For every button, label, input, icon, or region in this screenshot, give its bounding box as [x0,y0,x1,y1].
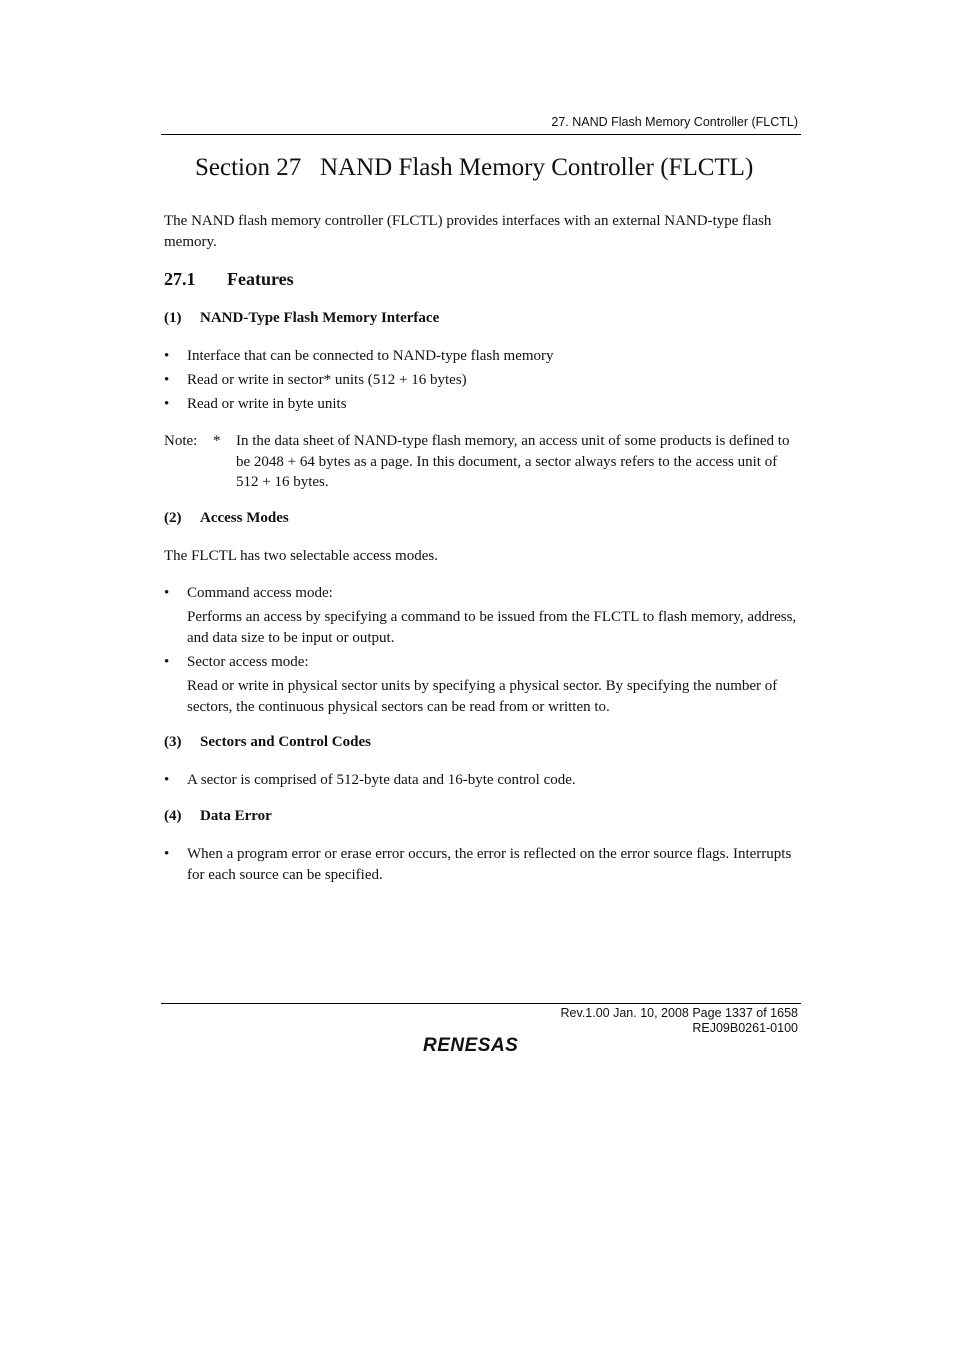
subheading-2-title: Access Modes [200,510,289,526]
bullet-icon: • [164,772,170,788]
subheading-4-title: Data Error [200,808,272,824]
running-header: 27. NAND Flash Memory Controller (FLCTL) [551,115,798,129]
list-item [164,583,800,649]
subheading-2 [164,510,289,527]
features-number: 27.1 [164,269,196,289]
list-item-text: Interface that can be connected to NAND-type flash memory [187,348,554,364]
subheading-1 [164,310,439,327]
list-item [164,652,800,718]
mode-title: Command access mode: [187,585,333,601]
subheading-1-number: (1) [164,310,182,326]
subheading-3-title: Sectors and Control Codes [200,734,371,750]
subheading-3 [164,734,371,751]
list-item-text: When a program error or erase error occurs, the error is reflected on the error source flags. Interrupts for each source can be specified. [187,846,792,883]
features-heading [164,269,294,290]
header-rule [161,134,801,135]
footer-doc-code: REJ09B0261-0100 [692,1021,798,1035]
list-item-text: Read or write in sector* units (512 + 16 bytes) [187,372,467,388]
note-asterisk: * [213,433,221,449]
mode-description: Performs an access by specifying a command to be issued from the FLCTL to flash memory, address, and data size to be input or output. [187,609,797,646]
list-item [164,394,800,415]
footnote [164,431,800,493]
renesas-logo-icon [421,1034,541,1054]
mode-title: Sector access mode: [187,654,309,670]
bullet-icon: • [164,372,170,388]
subheading-2-number: (2) [164,510,182,526]
note-text: In the data sheet of NAND-type flash memory, an access unit of some products is defined to be 2048 + 64 bytes as a page. In this document, a sector always refers to the access unit of 512 + 16 bytes. [236,433,790,490]
list-item-text: A sector is comprised of 512-byte data and 16-byte control code. [187,772,576,788]
subheading-4-number: (4) [164,808,182,824]
note-label: Note: [164,433,198,449]
subheading-3-number: (3) [164,734,182,750]
intro-paragraph: The NAND flash memory controller (FLCTL) provides interfaces with an external NAND-type flash memory. [164,213,772,250]
features-title: Features [227,269,294,289]
bullet-icon: • [164,846,170,862]
mode-description: Read or write in physical sector units by specifying a physical sector. By specifying the number of sectors, the continuous physical sectors can be read from or written to. [187,678,778,715]
access-modes-intro: The FLCTL has two selectable access modes. [164,548,438,564]
subheading-4 [164,808,272,825]
section-title: Section 27 NAND Flash Memory Controller (FLCTL) [195,154,754,181]
bullet-icon: • [164,654,170,670]
list-item [164,370,800,391]
list-item [164,346,800,367]
list-item-text: Read or write in byte units [187,396,347,412]
subheading-1-title: NAND-Type Flash Memory Interface [200,310,440,326]
bullet-icon: • [164,585,170,601]
list-item [164,844,800,886]
footer-rule [161,1003,801,1004]
list-item [164,770,800,791]
footer-revision: Rev.1.00 Jan. 10, 2008 Page 1337 of 1658 [560,1006,798,1020]
bullet-icon: • [164,396,170,412]
logo-text: RENESAS [423,1035,519,1054]
bullet-icon: • [164,348,170,364]
